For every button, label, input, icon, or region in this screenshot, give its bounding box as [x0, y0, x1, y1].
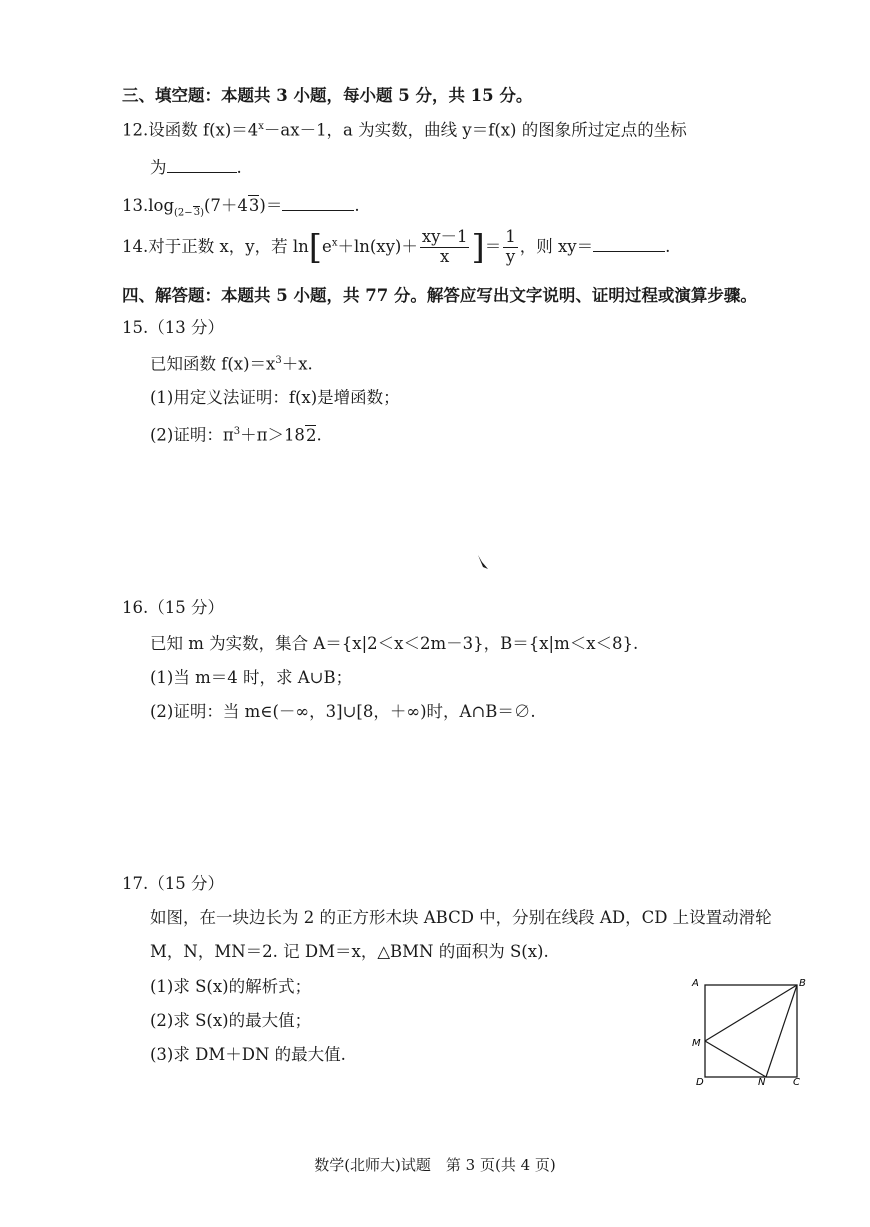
question-17-header: 17.（15 分）	[122, 874, 224, 893]
label-m: M	[692, 1038, 701, 1049]
question-12-answer-blank[interactable]	[167, 158, 237, 173]
square-abcd	[705, 985, 797, 1077]
section-3-title: 三、填空题：本题共 3 小题，每小题 5 分，共 15 分。	[122, 86, 533, 105]
question-13-log-base: (2−3)	[174, 207, 204, 219]
question-15-part-1: (1)用定义法证明：f(x)是增函数；	[150, 388, 400, 407]
question-17-part-1: (1)求 S(x)的解析式；	[150, 977, 312, 996]
question-12-end: .	[236, 158, 242, 177]
question-15-part-2: (2)证明：$\pi^3+\pi>182$.	[150, 425, 322, 445]
question-16-given: 已知 m 为实数，集合 A＝{x|2＜x＜2m－3}，B＝{x|m＜x＜8}.	[150, 634, 639, 653]
question-13-answer-blank[interactable]	[282, 196, 354, 211]
label-c: C	[793, 1077, 800, 1088]
question-17-given-1: 如图，在一块边长为 2 的正方形木块 ABCD 中，分别在线段 AD，CD 上设置动滑轮	[150, 908, 772, 927]
square-figure	[688, 975, 808, 1090]
question-12-line-1	[122, 122, 687, 139]
question-16-part-2: (2)证明：当 m∈(－∞，3]∪[8，＋∞)时，A∩B＝∅.	[150, 702, 536, 721]
question-14-answer-blank[interactable]	[593, 237, 665, 252]
label-a: A	[692, 978, 699, 989]
segment-mn	[705, 1041, 766, 1077]
label-b: B	[799, 978, 806, 989]
question-14-ln-part: ＋ln(xy)＋	[337, 236, 418, 256]
label-d: D	[696, 1077, 704, 1088]
question-14-text-b: ，则 xy＝	[519, 236, 594, 256]
question-14-e-exponent: x	[331, 237, 338, 249]
question-12-line-2	[150, 158, 242, 177]
question-14-text-a: 对于正数 x，y，若 ln	[148, 236, 309, 256]
question-14-fraction: $\frac{xy-1}{x}$	[421, 227, 468, 266]
question-14-end: .	[665, 236, 671, 256]
label-n: N	[758, 1077, 766, 1088]
question-12-text-c: 为	[150, 158, 167, 177]
section-4-title: 四、解答题：本题共 5 小题，共 77 分。解答应写出文字说明、证明过程或演算步骤。	[122, 286, 757, 305]
question-13-arg-sqrt: 3	[248, 196, 260, 215]
segment-mb	[705, 985, 797, 1041]
question-13-line	[122, 196, 360, 218]
question-12-text-a: 设函数 f(x)＝4	[148, 120, 259, 140]
question-16-header: 16.（15 分）	[122, 598, 224, 617]
question-13-arg-b: )＝	[259, 196, 283, 215]
question-13-arg-a: (7＋4	[203, 196, 248, 215]
question-17-part-2: (2)求 S(x)的最大值；	[150, 1011, 312, 1030]
segment-nb	[766, 985, 797, 1077]
question-14-left-bracket: [	[308, 227, 323, 268]
question-12-number: 12.	[122, 120, 149, 140]
page-footer: 数学(北师大)试题 第 3 页(共 4 页)	[314, 1156, 556, 1174]
question-13-log: log	[148, 196, 175, 215]
question-14-equals: ＝	[484, 236, 502, 256]
question-13-end: .	[354, 196, 360, 215]
question-14-line	[122, 228, 670, 267]
question-14-e: e	[322, 236, 332, 256]
question-17-part-3: (3)求 DM＋DN 的最大值.	[150, 1045, 346, 1064]
question-17-given-2: M，N，MN＝2. 记 DM＝x，△BMN 的面积为 S(x).	[150, 942, 549, 961]
question-13-number: 13.	[122, 196, 149, 215]
question-14-number: 14.	[122, 236, 149, 256]
question-12-text-b: －ax－1，a 为实数，曲线 y＝f(x) 的图象所过定点的坐标	[263, 120, 687, 140]
question-14-fraction-2: $\frac{1}{y}$	[505, 227, 516, 266]
question-15-given: 已知函数 $f(x)=x^3+x$.	[150, 354, 313, 374]
question-15-header: 15.（13 分）	[122, 318, 224, 337]
stray-mark-icon	[476, 553, 490, 571]
question-12-exponent: x	[258, 121, 264, 132]
question-16-part-1: (1)当 m＝4 时，求 A∪B；	[150, 668, 353, 687]
question-14-right-bracket: ]	[471, 227, 485, 268]
